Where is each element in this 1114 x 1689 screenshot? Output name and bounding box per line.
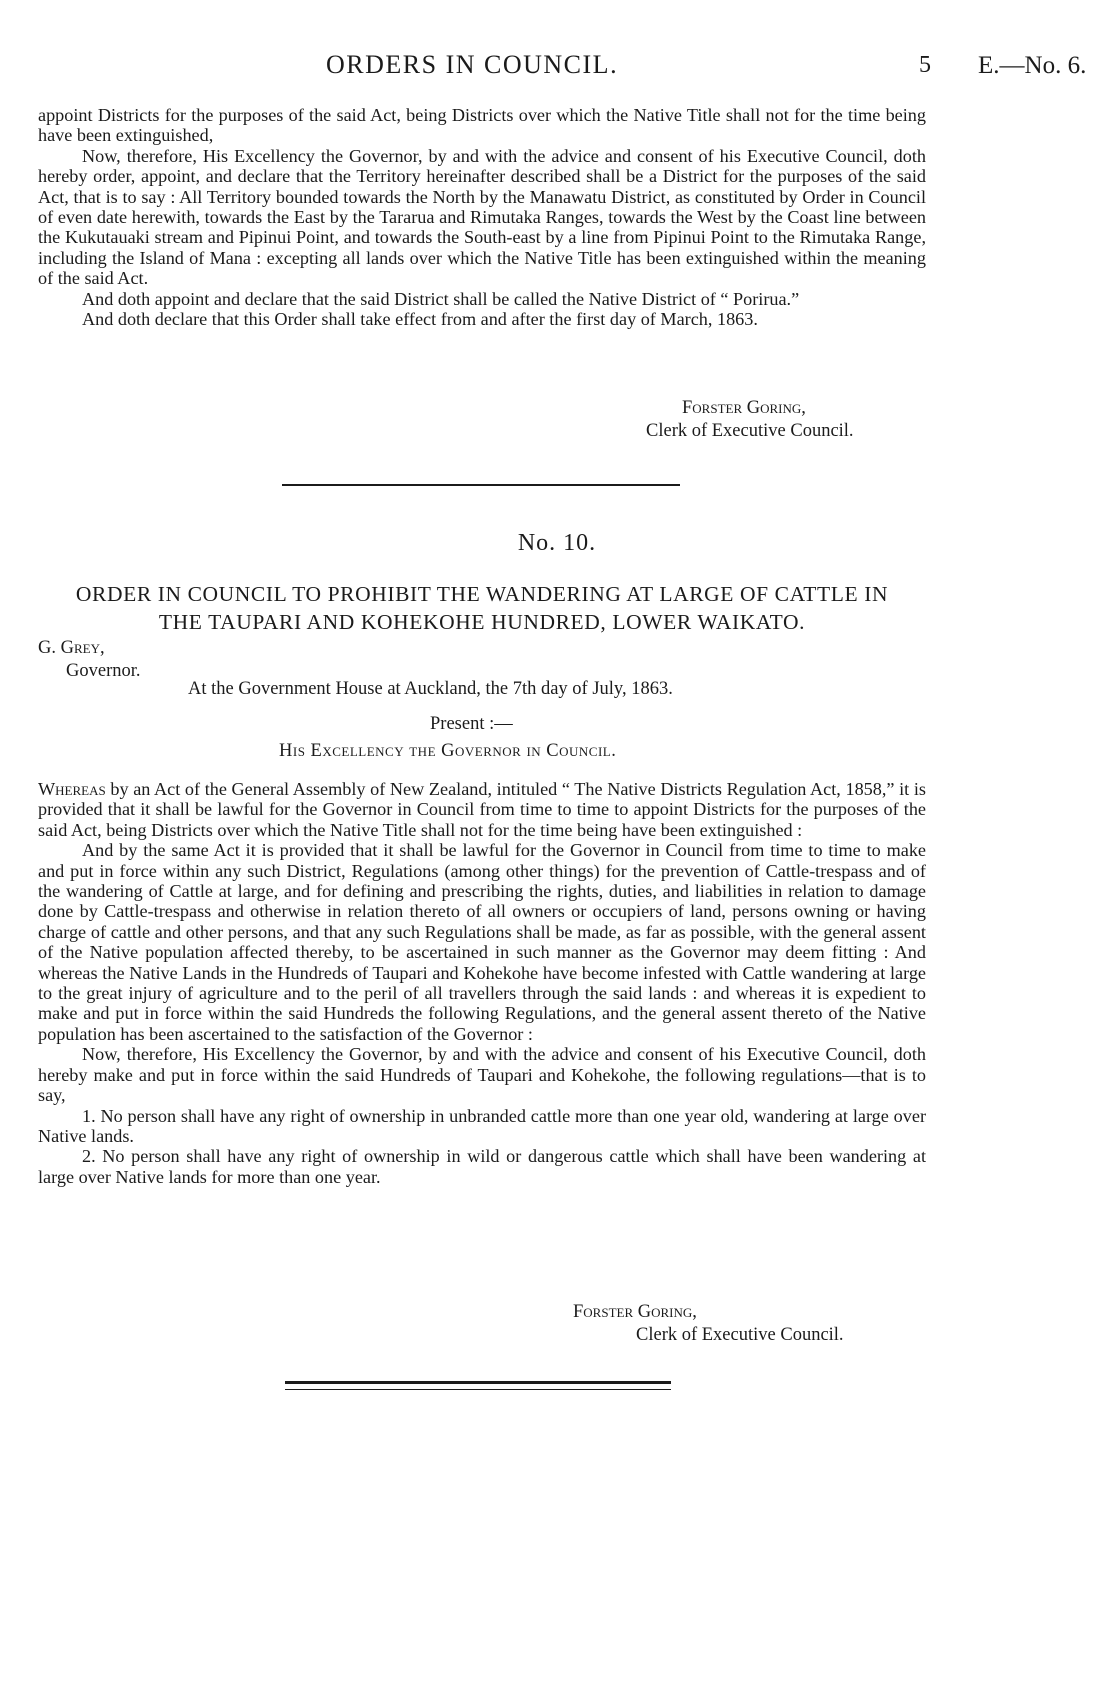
- order-title: [38, 580, 926, 636]
- previous-order-text: [38, 105, 926, 329]
- paper-reference: E.—No. 6.: [978, 52, 1087, 79]
- order-signature-title: Clerk of Executive Council.: [636, 1325, 844, 1345]
- previous-order-para-3: And doth appoint and declare that the said District shall be called the Native District of “ Porirua.”: [82, 288, 800, 309]
- previous-order-signature-name: Forster Goring,: [682, 398, 806, 418]
- order-para-2: And by the same Act it is provided that it shall be lawful for the Governor in Council from time to time to make and put in force within any such District, Regulations (among other things) for the prevention of Cattle-trespass and of the wandering of Cattle at large, and for defining and prescribing the rights, duties, and liabilities in relation to damage done by Cattle-trespass and otherwise in relation thereto of all owners or occupiers of land, persons owning or having charge of cattle and other persons, and that any such Regulations shall be made, as far as possible, with the general assent of the Native population affected thereby, to be ascertained in such manner as the Governor may deem fitting : And whereas the Native Lands in the Hundreds of Taupari and Kohekohe have become infested with Cattle wandering at large to the great injury of agriculture and to the peril of all travellers through the said lands : and whereas it is expedient to make and put in force within the said Hundreds the following Regulations, and the general assent thereto of the Native population has been ascertained to the satisfaction of the Governor :: [38, 840, 926, 1044]
- page-header: [0, 50, 1114, 84]
- order-title-line-2: THE TAUPARI AND KOHEKOHE HUNDRED, LOWER WAIKATO.: [158, 610, 806, 634]
- whereas-paragraph: [38, 779, 926, 840]
- present-attendees: His Excellency the Governor in Council.: [279, 741, 617, 761]
- closing-rule-thick: [285, 1381, 671, 1384]
- order-para-3: Now, therefore, His Excellency the Governor, by and with the advice and consent of his Executive Council, doth hereby make and put in force within the said Hundreds of Taupari and Kohekohe, the following regulations—that is to say,: [38, 1044, 926, 1106]
- order-signature-name: Forster Goring,: [573, 1302, 697, 1322]
- previous-order-signature-title: Clerk of Executive Council.: [646, 421, 854, 441]
- separator-rule: [282, 484, 680, 486]
- order-number: No. 10.: [517, 530, 597, 556]
- running-head: ORDERS IN COUNCIL.: [326, 50, 619, 79]
- page-number: 5: [919, 52, 931, 78]
- previous-order-para-4: And doth declare that this Order shall take effect from and after the first day of March, 1863.: [82, 309, 758, 330]
- place-and-date: At the Government House at Auckland, the 7th day of July, 1863.: [188, 679, 673, 699]
- governor-signature-title: Governor.: [66, 661, 141, 681]
- governor-signature-name: G. Grey,: [38, 638, 105, 658]
- present-label: Present :—: [430, 714, 513, 734]
- whereas-lead: Whereas: [38, 779, 106, 799]
- closing-rule-thin: [285, 1389, 671, 1390]
- previous-order-para-2: Now, therefore, His Excellency the Governor, by and with the advice and consent of his Executive Council, doth hereby order, appoint, and declare that the Territory hereinafter described shall be a District for the purposes of the said Act, that is to say : All Territory bounded towards the North by the Manawatu District, as constituted by Order in Council of even date herewith, towards the East by the Tararua and Rimutaka Ranges, towards the West by the Coast line between the Kukutauaki stream and Pipinui Point, and towards the South-east by a line from Pipinui Point to the Rimutaka Range, including the Island of Mana : excepting all lands over which the Native Title has been extinguished within the meaning of the said Act.: [38, 145, 926, 289]
- previous-order-para-1: appoint Districts for the purposes of the said Act, being Districts over which the Native Title shall not for the time being have been extinguished,: [38, 105, 926, 146]
- whereas-text: by an Act of the General Assembly of New Zealand, intituled “ The Native Districts Regulation Act, 1858,” it is provided that it shall be lawful for the Governor in Council from time to time to appoint Districts for the purposes of the said Act, being Districts over which the Native Title shall not for the time being have been extinguished :: [38, 779, 926, 840]
- order-title-line-1: ORDER IN COUNCIL TO PROHIBIT THE WANDERING AT LARGE OF CATTLE IN: [75, 582, 889, 606]
- regulation-2: 2. No person shall have any right of ownership in wild or dangerous cattle which shall have been wandering at large over Native lands for more than one year.: [38, 1146, 926, 1187]
- order-body: [38, 779, 926, 1187]
- regulation-1: 1. No person shall have any right of ownership in unbranded cattle more than one year old, wandering at large over Native lands.: [38, 1105, 926, 1146]
